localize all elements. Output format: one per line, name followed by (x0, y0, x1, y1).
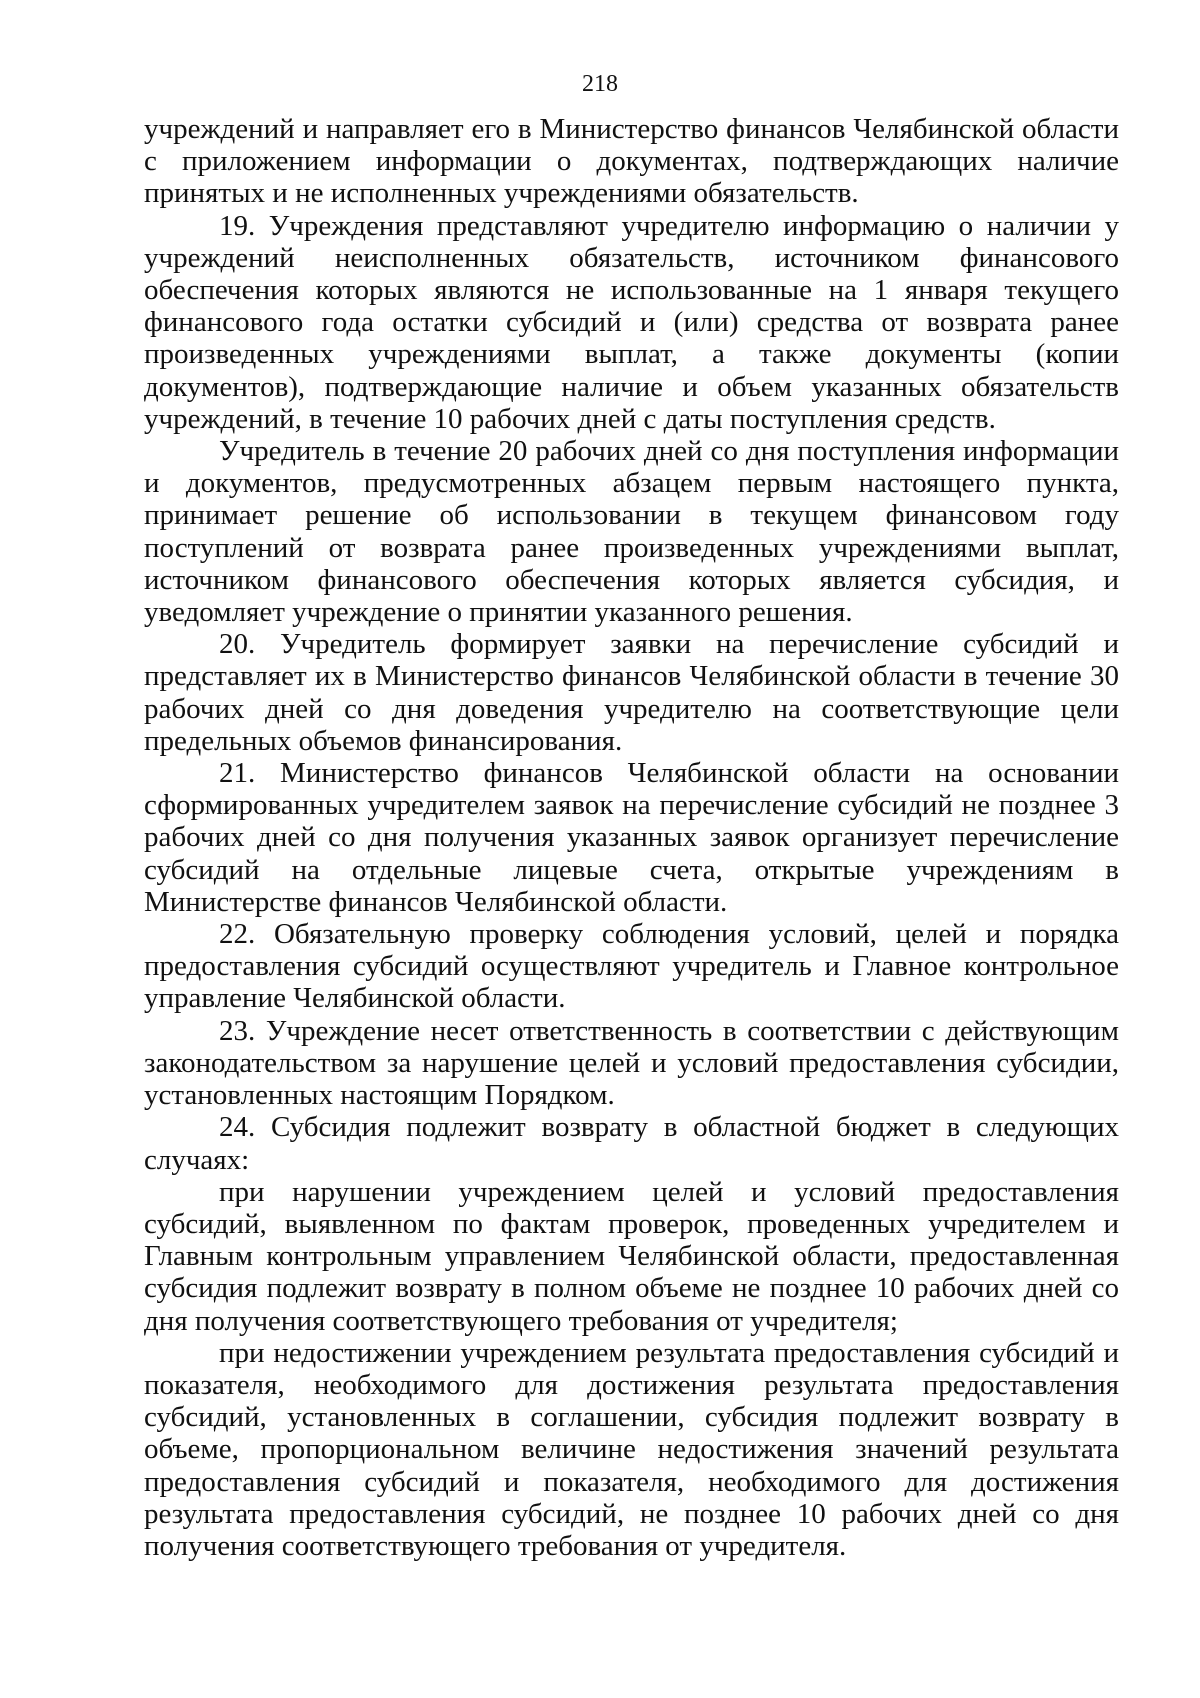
paragraph-item-19: 19. Учреждения представляют учредителю информацию о наличии у учреждений неисполненных обязательств, источником финансового обеспечения которых являются не использованные на 1 января текущего финансового года остатки субсидий и (или) средства от возврата ранее произведенных учреждениями выплат, а также документы (копии документов), подтверждающие наличие и объем указанных обязательств учреждений, в течение 10 рабочих дней с даты поступления средств. (144, 209, 1119, 435)
paragraph-item-20: 20. Учредитель формирует заявки на перечисление субсидий и представляет их в Министерство финансов Челябинской области в течение 30 рабочих дней со дня доведения учредителю на соответствующие цели предельных объемов финансирования. (144, 628, 1119, 757)
document-body (144, 113, 1119, 1562)
paragraph-item-22: 22. Обязательную проверку соблюдения условий, целей и порядка предоставления субсидий осуществляют учредитель и Главное контрольное управление Челябинской области. (144, 918, 1119, 1015)
paragraph-item-23: 23. Учреждение несет ответственность в соответствии с действующим законодательством за нарушение целей и условий предоставления субсидии, установленных настоящим Порядком. (144, 1014, 1119, 1112)
page-number: 218 (582, 71, 618, 97)
paragraph-return-case-underachievement: при недостижении учреждением результата предоставления субсидий и показателя, необходимого для достижения результата предоставления субсидий, установленных в соглашении, субсидия подлежит возврату в объеме, пропорциональном величине недостижения значений результата предоставления субсидий и показателя, необходимого для достижения результата предоставления субсидий, не позднее 10 рабочих дней со дня получения соответствующего требования от учредителя. (144, 1336, 1119, 1562)
paragraph-return-case-violation: при нарушении учреждением целей и условий предоставления субсидий, выявленном по фактам проверок, проведенных учредителем и Главным контрольным управлением Челябинской области, предоставленная субсидия подлежит возврату в полном объеме не позднее 10 рабочих дней со дня получения соответствующего требования от учредителя; (144, 1175, 1119, 1337)
paragraph-continuation: учреждений и направляет его в Министерство финансов Челябинской области с приложением информации о документах, подтверждающих наличие принятых и не исполненных учреждениями обязательств. (144, 113, 1119, 210)
paragraph-item-21: 21. Министерство финансов Челябинской области на основании сформированных учредителем заявок на перечисление субсидий не позднее 3 рабочих дней со дня получения указанных заявок организует перечисление субсидий на отдельные лицевые счета, открытые учреждениям в Министерстве финансов Челябинской области. (144, 757, 1119, 918)
paragraph-item-24: 24. Субсидия подлежит возврату в областной бюджет в следующих случаях: (144, 1111, 1119, 1176)
paragraph-founder-decision: Учредитель в течение 20 рабочих дней со дня поступления информации и документов, предусмотренных абзацем первым настоящего пункта, принимает решение об использовании в текущем финансовом году поступлений от возврата ранее произведенных учреждениями выплат, источником финансового обеспечения которых является субсидия, и уведомляет учреждение о принятии указанного решения. (144, 435, 1119, 629)
